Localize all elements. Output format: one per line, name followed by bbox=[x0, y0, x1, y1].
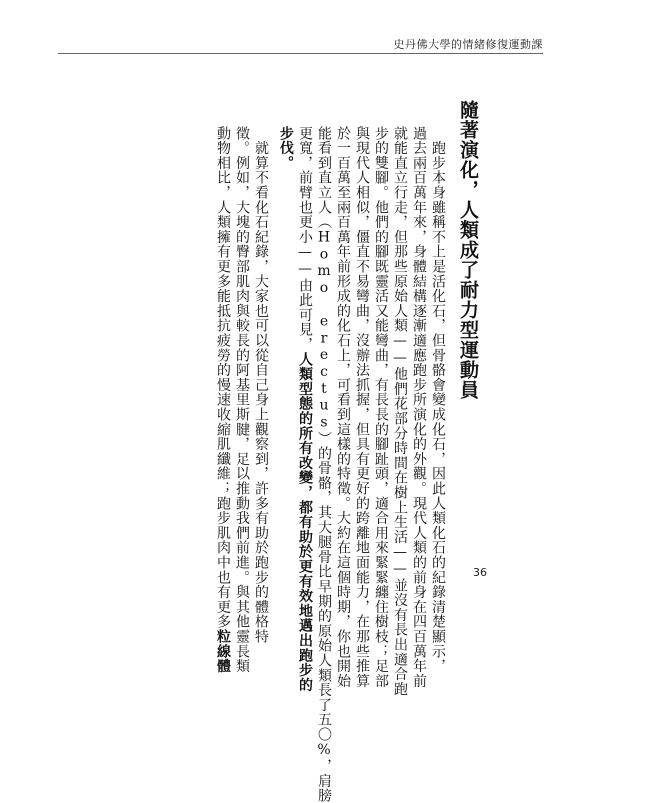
running-head: 史丹佛大學的情緒修復運動課 bbox=[393, 38, 543, 51]
body-column-9: 步伐。 bbox=[278, 126, 294, 171]
body-column-2: 過去兩百萬年來，身體結構逐漸適應跑步所演化的外觀。現代人類的前身在四百萬年前 bbox=[411, 126, 427, 689]
body-column-8-bold: 人類型態的所有改變，都有助於更有效地邁出跑步的 bbox=[297, 352, 313, 693]
body-column-6: 於一百萬至兩百萬年前形成的化石上，可看到這樣的特徵。大約在這個時期，你也開始 bbox=[335, 126, 351, 689]
body-column-12-regular: 動物相比，人類擁有更多能抵抗疲勞的慢速收縮肌纖維；跑步肌肉中也有更多 bbox=[215, 126, 231, 630]
body-column-4: 步的雙腳。他們的腳既靈活又能彎曲，有長長的腳趾頭，適合用來緊緊纏住樹枝；足部 bbox=[373, 126, 389, 689]
body-column-12-bold: 粒線體 bbox=[215, 629, 231, 674]
body-column-1: 跑步本身雖稱不上是活化石，但骨骼會變成化石，因此人類化石的紀錄清楚顯示， bbox=[430, 126, 446, 674]
body-column-11: 徵。例如，大塊的臀部肌肉與較長的阿基里斯腱，足以推動我們前進。與其他靈長類 bbox=[234, 126, 250, 674]
body-column-10: 就算不看化石紀錄，大家也可以從自己身上觀察到，許多有助於跑步的體格特 bbox=[253, 126, 269, 644]
page-number: 36 bbox=[473, 566, 487, 579]
body-column-8 bbox=[296, 126, 313, 693]
header-rule bbox=[58, 53, 543, 54]
body-column-7: 能看到直立人（Homo erectus）的骨骼，其大腿骨比早期的原始人類長了五〇%，肩膀 bbox=[316, 126, 332, 803]
section-title: 隨著演化，人類成了耐力型運動員 bbox=[457, 100, 479, 400]
body-column-5: 與現代人相似，僵直不易彎曲，沒辦法抓握，但具有更好的跨離地面能力，在那些推算 bbox=[354, 126, 370, 689]
body-column-12 bbox=[214, 126, 231, 674]
body-column-3: 就能直立行走，但那些原始人類——他們花部分時間在樹上生活——並沒有長出適合跑 bbox=[392, 126, 408, 697]
body-column-8-regular: 更寬，前臂也更小——由此可見， bbox=[297, 126, 313, 352]
